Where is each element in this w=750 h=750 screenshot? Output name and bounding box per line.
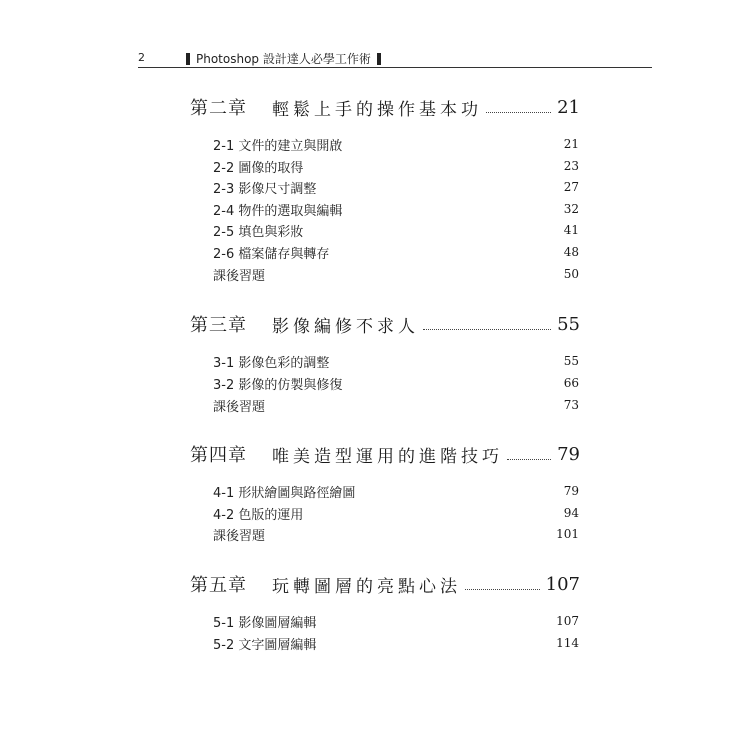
section-label: 課後習題	[213, 268, 266, 284]
section-label: 4-1 形狀繪圖與路徑繪圖	[213, 485, 356, 501]
toc-section[interactable]	[213, 395, 579, 415]
chapter-5-entry[interactable]	[190, 571, 580, 597]
toc-section[interactable]	[213, 633, 579, 653]
section-page: 55	[563, 354, 579, 368]
toc-section[interactable]	[213, 156, 579, 176]
section-page: 79	[563, 484, 579, 498]
chapter-title: 玩轉圖層的亮點心法	[272, 576, 461, 597]
section-page: 21	[563, 137, 579, 151]
toc-section[interactable]	[213, 242, 579, 262]
section-page: 48	[563, 245, 579, 259]
dot-leader	[507, 459, 551, 460]
section-label: 2-2 圖像的取得	[213, 160, 304, 176]
section-page: 50	[563, 267, 579, 281]
section-label: 2-5 填色與彩妝	[213, 224, 304, 240]
chapter-number: 第四章	[190, 445, 247, 466]
toc-section[interactable]	[213, 351, 579, 371]
toc-section[interactable]	[213, 503, 579, 523]
chapter-page: 107	[545, 573, 580, 595]
section-label: 課後習題	[213, 399, 266, 415]
section-page: 27	[563, 180, 579, 194]
toc-section[interactable]	[213, 481, 579, 501]
section-label: 2-3 影像尺寸調整	[213, 181, 317, 197]
toc-section[interactable]	[213, 134, 579, 154]
toc-section[interactable]	[213, 220, 579, 240]
toc-section[interactable]	[213, 199, 579, 219]
title-bar-left	[186, 53, 190, 65]
chapter-title: 影像編修不求人	[272, 316, 419, 337]
section-page: 73	[563, 398, 579, 412]
section-page: 23	[563, 159, 579, 173]
section-label: 2-1 文件的建立與開啟	[213, 138, 343, 154]
dot-leader	[465, 589, 540, 590]
dot-leader	[486, 112, 551, 113]
section-page: 41	[563, 223, 579, 237]
section-label: 課後習題	[213, 528, 266, 544]
running-header	[138, 49, 652, 68]
book-title: Photoshop 設計達人必學工作術	[196, 52, 371, 66]
chapter-title: 輕鬆上手的操作基本功	[272, 99, 482, 120]
chapter-3-entry[interactable]	[190, 311, 580, 337]
chapter-number: 第三章	[190, 315, 247, 336]
section-label: 2-4 物件的選取與編輯	[213, 203, 343, 219]
section-page: 101	[556, 527, 579, 541]
chapter-number: 第五章	[190, 575, 247, 596]
dot-leader	[423, 329, 551, 330]
chapter-title: 唯美造型運用的進階技巧	[272, 446, 503, 467]
toc-section[interactable]	[213, 177, 579, 197]
page-number: 2	[138, 51, 145, 64]
section-label: 5-2 文字圖層編輯	[213, 637, 317, 653]
section-label: 2-6 檔案儲存與轉存	[213, 246, 330, 262]
section-label: 3-1 影像色彩的調整	[213, 355, 330, 371]
book-title-block	[186, 50, 381, 67]
chapter-2-entry[interactable]	[190, 94, 580, 120]
toc-section[interactable]	[213, 524, 579, 544]
section-page: 94	[563, 506, 579, 520]
chapter-4-entry[interactable]	[190, 441, 580, 467]
section-page: 32	[563, 202, 579, 216]
toc-section[interactable]	[213, 373, 579, 393]
section-label: 4-2 色版的運用	[213, 507, 304, 523]
section-page: 107	[556, 614, 579, 628]
section-label: 5-1 影像圖層編輯	[213, 615, 317, 631]
chapter-page: 79	[557, 443, 580, 465]
toc-section[interactable]	[213, 611, 579, 631]
title-bar-right	[377, 53, 381, 65]
chapter-page: 55	[557, 313, 580, 335]
section-page: 114	[556, 636, 579, 650]
section-label: 3-2 影像的仿製與修復	[213, 377, 343, 393]
chapter-number: 第二章	[190, 98, 247, 119]
chapter-page: 21	[557, 96, 580, 118]
section-page: 66	[563, 376, 579, 390]
toc-section[interactable]	[213, 264, 579, 284]
